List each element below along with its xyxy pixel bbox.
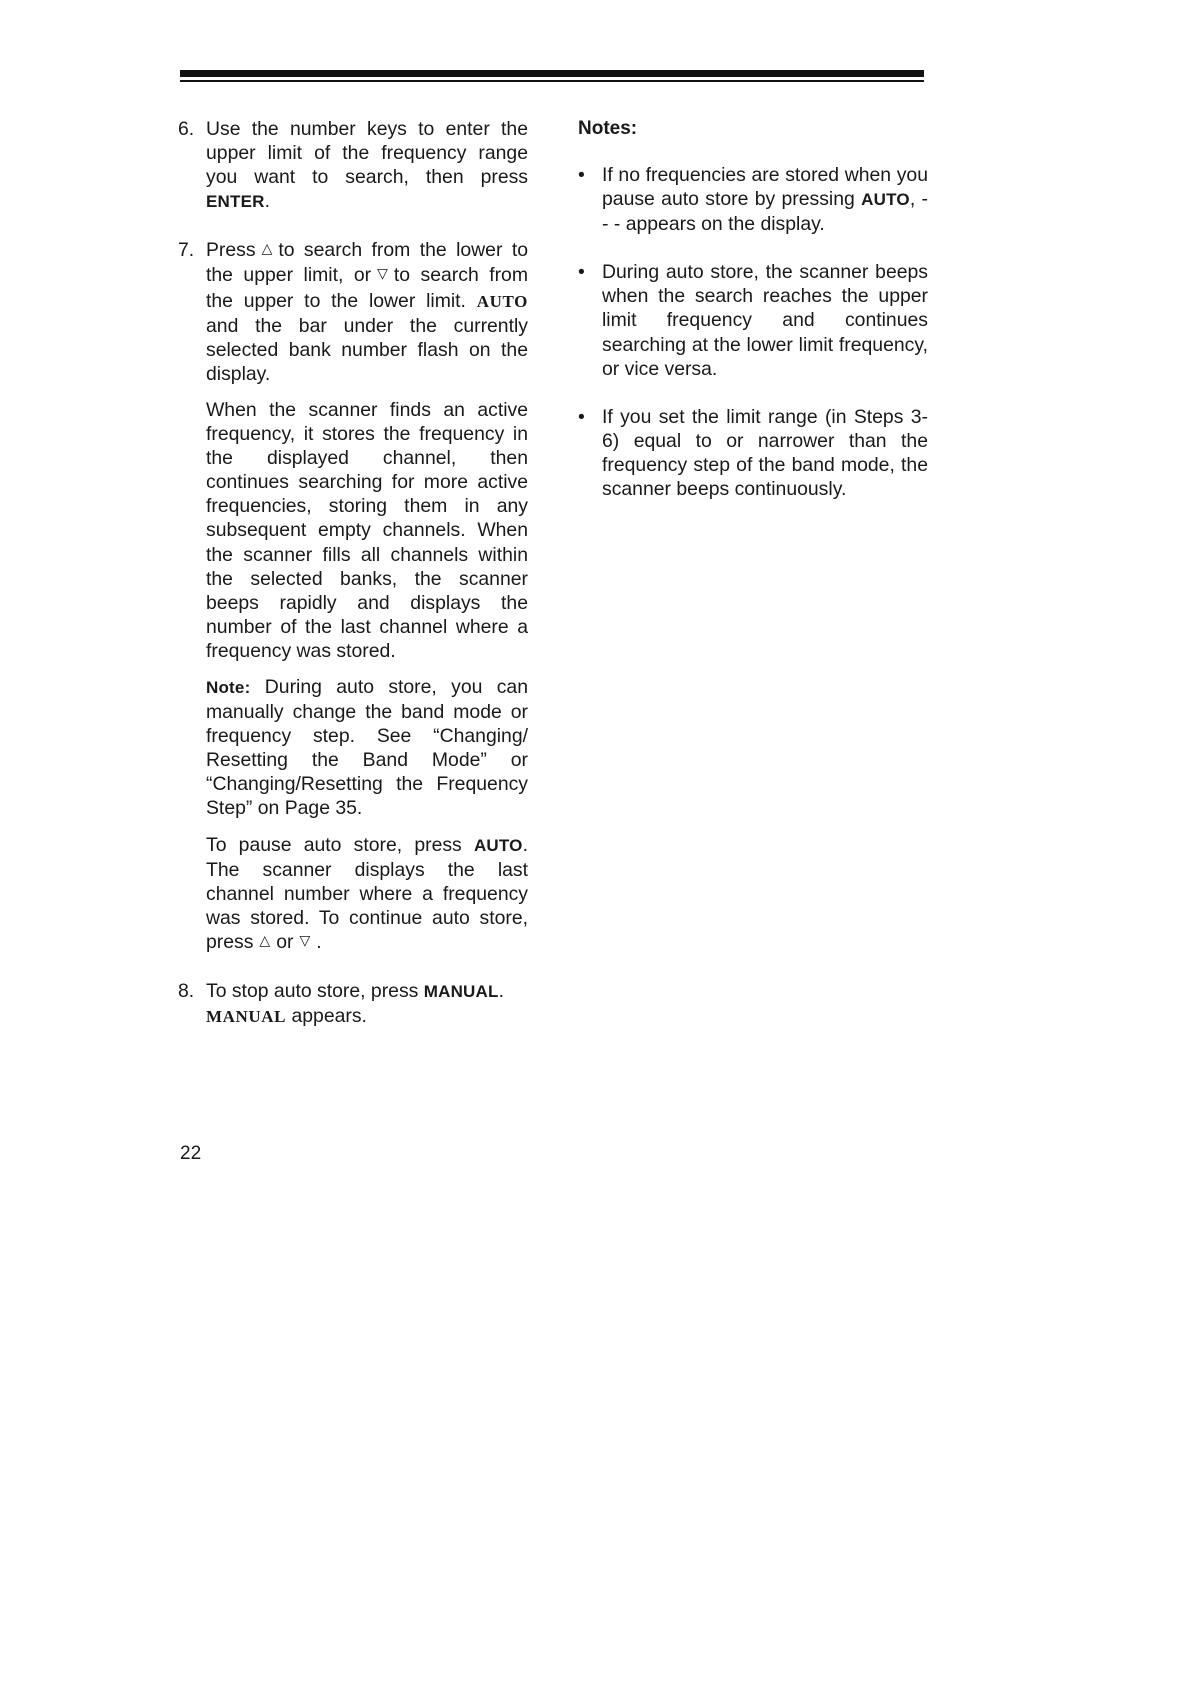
bullet-icon: •	[578, 164, 585, 186]
auto-display-indicator: AUTO	[476, 291, 528, 311]
step-number: 6.	[178, 118, 195, 140]
bullet-icon: •	[578, 261, 585, 284]
auto-key-label: AUTO	[473, 835, 523, 855]
step-6	[178, 117, 528, 226]
notes-heading: Notes:	[578, 118, 638, 139]
page-number: 22	[180, 1143, 202, 1164]
header-rule-thin	[180, 80, 924, 82]
down-triangle-icon: ▽	[377, 265, 388, 282]
manual-display-indicator: MANUAL	[206, 1007, 287, 1027]
step-number: 8.	[178, 980, 195, 1002]
left-column	[178, 117, 528, 1053]
header-rule-thick	[180, 70, 924, 77]
enter-key-label: ENTER	[206, 192, 265, 212]
right-column	[578, 117, 928, 525]
step-7	[178, 238, 528, 967]
auto-key-label: AUTO	[861, 190, 910, 210]
step-8-text: To stop auto store, press MANUAL. MANUAL appears.	[206, 980, 504, 1028]
note-item: • If no frequencies are stored when you pause auto store by pressing AUTO, - - - appears on the display.	[578, 163, 928, 248]
step-7-text: Press △ to search from the lower to the upper limit, or ▽ to search from the upper to the lower limit. AUTO and the bar under the currently selected bank number flash on the display.	[206, 238, 528, 386]
up-triangle-icon: △	[259, 931, 271, 948]
active-frequency-paragraph: When the scanner finds an active frequency, it stores the frequency in the displayed channel, then continues searching for more active frequencies, storing them in any subsequent empty channels. When the scanner fills all channels within the selected banks, the scanner beeps rapidly and displays the number of the last channel where a frequency was stored.	[206, 398, 528, 662]
bullet-icon: •	[578, 405, 585, 428]
step-number: 7.	[178, 239, 195, 262]
pause-paragraph: To pause auto store, press AUTO. The scanner displays the last channel number where a frequency was stored. To continue auto store, press △ or ▽ .	[206, 833, 528, 953]
note-paragraph: Note: During auto store, you can manually change the band mode or frequency step. See “Changing/ Resetting the Band Mode” or “Changing/Resetting the Frequency Step” on Page 35.	[206, 675, 529, 820]
down-triangle-icon: ▽	[299, 931, 311, 948]
note-item: • During auto store, the scanner beeps when the search reaches the upper limit frequency and continues searching at the lower limit frequency, or vice versa.	[578, 260, 928, 392]
note-item: • If you set the limit range (in Steps 3-6) equal to or narrower than the frequency step of the band mode, the scanner beeps continuously.	[578, 405, 928, 513]
manual-key-label: MANUAL	[423, 982, 499, 1001]
step-8	[178, 979, 528, 1041]
up-triangle-icon: △	[261, 240, 273, 257]
note-label: Note:	[206, 677, 251, 697]
step-6-text: Use the number keys to enter the upper limit of the frequency range you want to search, then press ENTER.	[206, 118, 528, 213]
